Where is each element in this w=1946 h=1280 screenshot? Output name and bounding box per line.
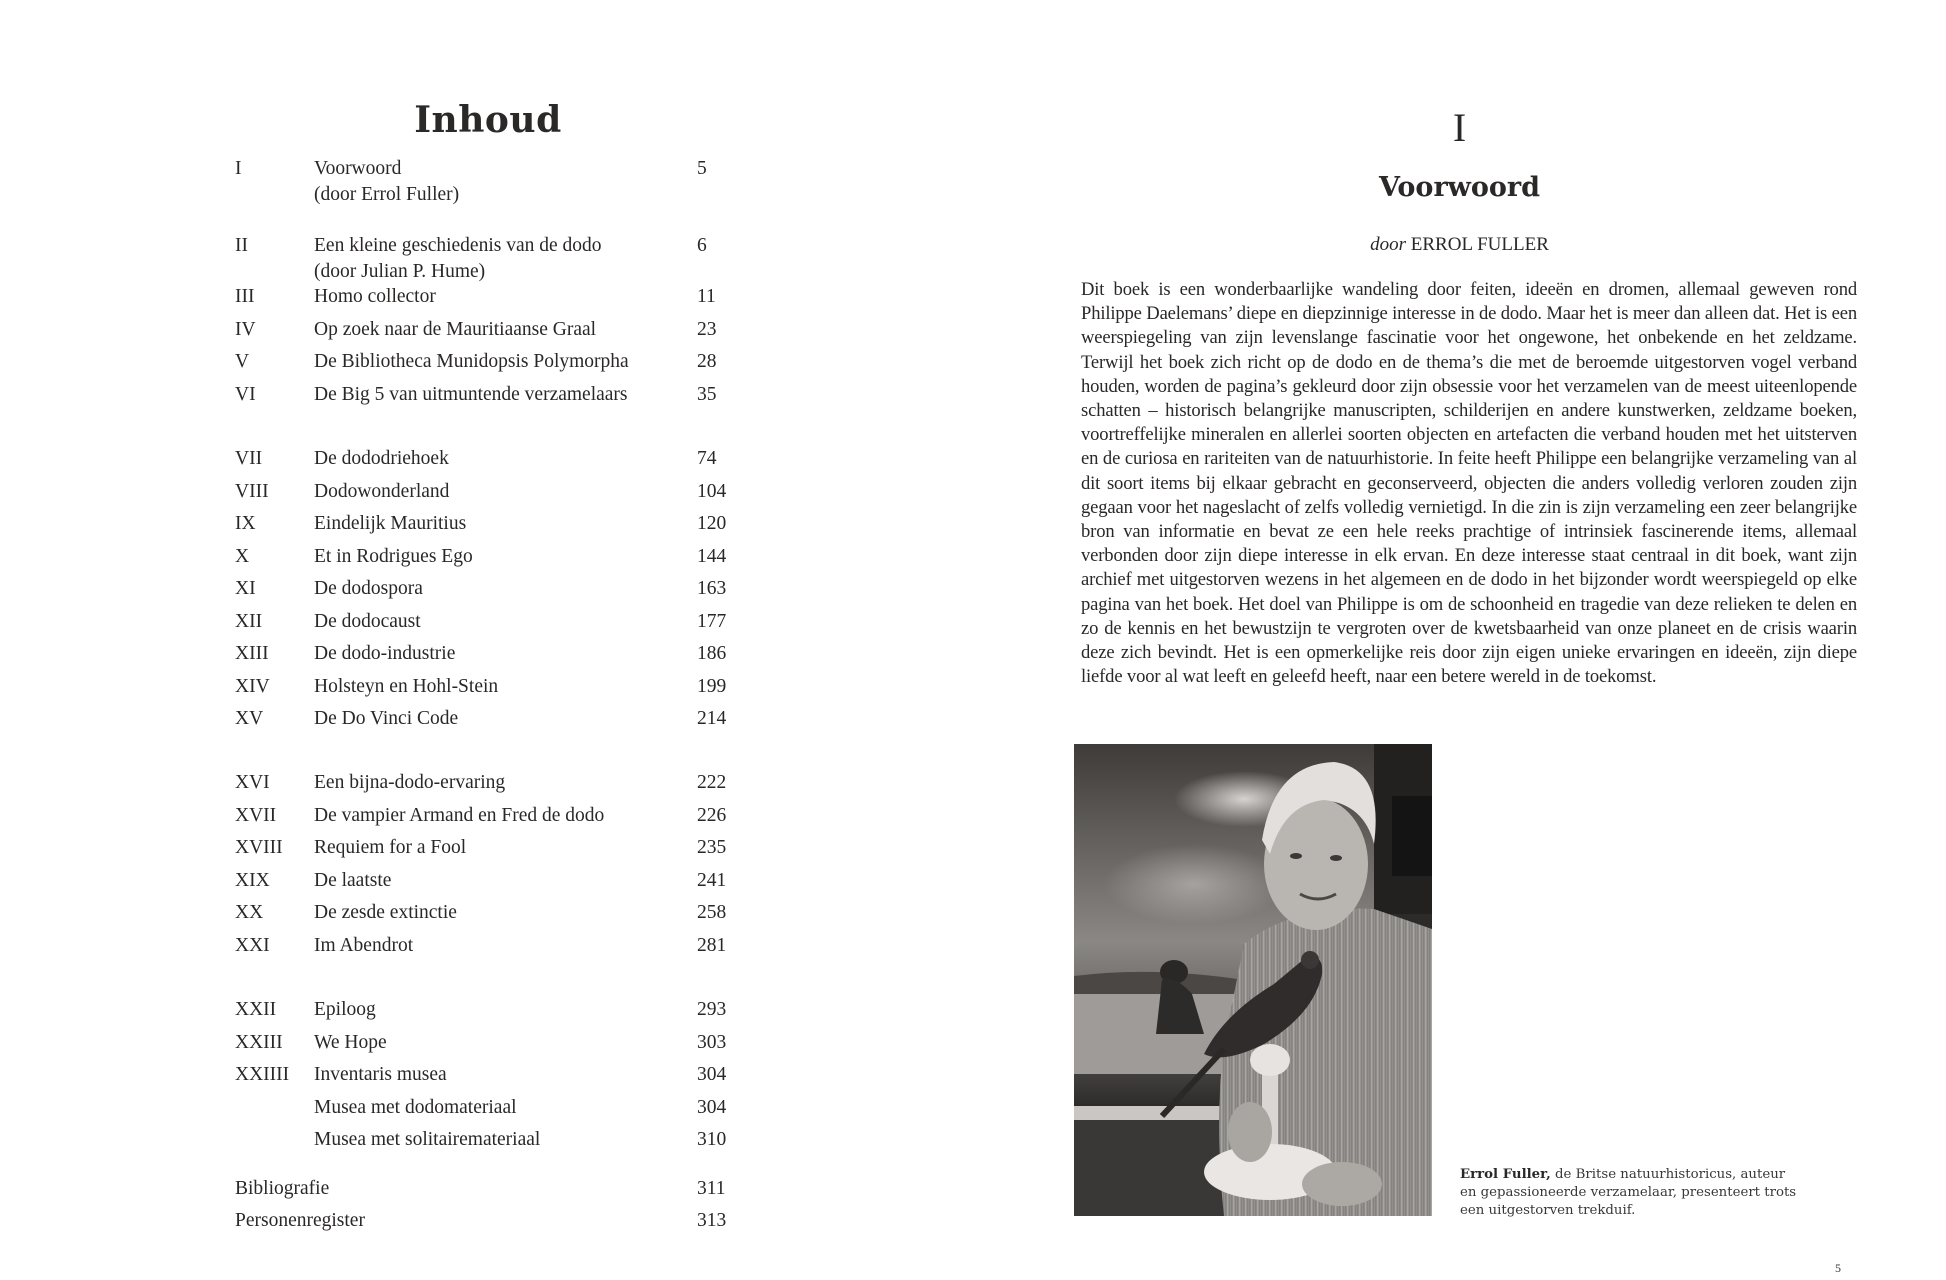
toc-entry-title: [314, 609, 674, 635]
toc-page-number: 313: [697, 1210, 727, 1231]
toc-entry-title: [235, 1208, 595, 1234]
toc-chapter-numeral: XXIIII: [235, 1064, 290, 1085]
toc-entry-label: Een kleine geschiedenis van de dodo: [314, 235, 602, 256]
toc-chapter-numeral: XXIII: [235, 1032, 283, 1053]
chapter-title: Voorwoord: [1378, 172, 1541, 203]
toc-entry-title: [314, 997, 674, 1023]
toc-chapter-numeral: II: [235, 235, 248, 256]
toc-entry-title: [314, 674, 674, 700]
toc-entry-label: De laatste: [314, 870, 392, 891]
toc-entry-author: (door Errol Fuller): [314, 184, 460, 205]
toc-page-number: 199: [697, 676, 727, 697]
toc-page-number: 303: [697, 1032, 727, 1053]
toc-chapter-numeral: XIII: [235, 643, 269, 664]
toc-entry-label: De dodo-industrie: [314, 643, 456, 664]
toc-chapter-numeral: XIV: [235, 676, 270, 697]
toc-entry-label: De zesde extinctie: [314, 902, 457, 923]
toc-page-number: 311: [697, 1178, 726, 1199]
toc-entry-label: Musea met solitairemateriaal: [314, 1129, 541, 1150]
toc-entry-label: Bibliografie: [235, 1178, 330, 1199]
toc-page-number: 222: [697, 772, 727, 793]
toc-entry-title: [314, 868, 674, 894]
right-page-chapter: [973, 0, 1946, 1280]
toc-entry[interactable]: [235, 835, 755, 861]
toc-page-number: 120: [697, 513, 727, 534]
toc-chapter-numeral: XX: [235, 902, 264, 923]
toc-entry-title: [314, 1030, 674, 1056]
toc-entry[interactable]: [235, 349, 755, 375]
toc-entry-title: [314, 835, 674, 861]
toc-chapter-numeral: VIII: [235, 481, 269, 502]
toc-entry[interactable]: [235, 1095, 755, 1121]
toc-entry-label: Dodowonderland: [314, 481, 450, 502]
toc-chapter-numeral: V: [235, 351, 250, 372]
toc-entry-title: [314, 479, 674, 505]
toc-page-number: 226: [697, 805, 727, 826]
toc-entry-title: [314, 446, 674, 472]
toc-page-number: 144: [697, 546, 727, 567]
toc-chapter-numeral: VI: [235, 384, 256, 405]
toc-entry-label: Musea met dodomateriaal: [314, 1097, 517, 1118]
toc-entry-title: [314, 1127, 674, 1153]
toc-entry[interactable]: [235, 706, 755, 732]
toc-entry[interactable]: [235, 770, 755, 796]
toc-page-number: 304: [697, 1097, 727, 1118]
toc-entry[interactable]: [235, 997, 755, 1023]
toc-entry[interactable]: [235, 609, 755, 635]
toc-entry-title: [314, 706, 674, 732]
toc-chapter-numeral: X: [235, 546, 250, 567]
toc-page-number: 241: [697, 870, 727, 891]
toc-page-number: 28: [697, 351, 717, 372]
toc-entry-label: De dododriehoek: [314, 448, 449, 469]
toc-entry-title: [314, 317, 674, 343]
toc-entry-label: Et in Rodrigues Ego: [314, 546, 473, 567]
toc-entry-title: [314, 933, 674, 959]
toc-entry[interactable]: [235, 446, 755, 472]
toc-entry-label: De Bibliotheca Munidopsis Polymorpha: [314, 351, 629, 372]
toc-entry-label: Epiloog: [314, 999, 376, 1020]
toc-entry-title: [314, 544, 674, 570]
toc-page-number: 310: [697, 1129, 727, 1150]
toc-entry-label: Eindelijk Mauritius: [314, 513, 467, 534]
toc-page-number: 11: [697, 286, 716, 307]
toc-entry[interactable]: [235, 868, 755, 894]
chapter-byline: [973, 232, 1946, 258]
toc-entry-label: De dodospora: [314, 578, 423, 599]
toc-entry-title: [314, 1062, 674, 1088]
toc-chapter-numeral: XII: [235, 611, 263, 632]
toc-entry-label: Homo collector: [314, 286, 436, 307]
toc-entry-label: Requiem for a Fool: [314, 837, 467, 858]
toc-entry[interactable]: [235, 233, 755, 282]
toc-page-number: 293: [697, 999, 727, 1020]
toc-entry-label: We Hope: [314, 1032, 387, 1053]
toc-page-number: 74: [697, 448, 717, 469]
toc-entry-title: [314, 511, 674, 537]
toc-entry[interactable]: [235, 511, 755, 537]
toc-entry[interactable]: [235, 1127, 755, 1153]
toc-entry-title: [314, 382, 674, 408]
toc-entry[interactable]: [235, 317, 755, 343]
toc-chapter-numeral: IX: [235, 513, 256, 534]
toc-entry-label: De vampier Armand en Fred de dodo: [314, 805, 605, 826]
chapter-numeral: I: [1452, 105, 1467, 150]
toc-chapter-numeral: XXI: [235, 935, 270, 956]
toc-chapter-numeral: XXII: [235, 999, 277, 1020]
toc-page-number: 23: [697, 319, 717, 340]
toc-entry[interactable]: [235, 479, 755, 505]
toc-chapter-numeral: VII: [235, 448, 263, 469]
toc-entry-label: Im Abendrot: [314, 935, 414, 956]
toc-entry[interactable]: [235, 933, 755, 959]
toc-entry-title: [314, 156, 674, 208]
toc-page-number: 6: [697, 235, 707, 256]
toc-page-number: 281: [697, 935, 727, 956]
toc-page-number: 235: [697, 837, 727, 858]
toc-entry[interactable]: [235, 382, 755, 408]
toc-entry[interactable]: [235, 156, 755, 205]
toc-chapter-numeral: XVIII: [235, 837, 283, 858]
toc-entry-title: [314, 770, 674, 796]
caption-text: de Britse natuurhistoricus, auteur en gepassioneerde verzamelaar, presenteert trots een uitgestorven trekduif.: [1460, 1167, 1797, 1218]
toc-entry[interactable]: [235, 674, 755, 700]
toc-chapter-numeral: XV: [235, 708, 264, 729]
toc-chapter-numeral: III: [235, 286, 255, 307]
caption-name: Errol Fuller,: [1460, 1167, 1551, 1182]
body-paragraph: Dit boek is een wonderbaarlijke wandeling door feiten, ideeën en dromen, allemaal geweven rond Philippe Daelemans’ diepe en diepzinnige interesse in de dodo. Maar het is meer dan alleen dat. Het is een weerspiegeling van zijn levenslange fascinatie voor het ongewone, het onbekende en het zeldzame. Terwijl het boek zich richt op de dodo en de thema’s die met de beroemde uitgestorven vogel verband houden, worden de pagina’s gekleurd door zijn obsessie voor het verzamelen van de meest uiteenlopende schatten – historisch belangrijke manuscripten, schilderijen en andere kunstwerken, zeldzame boeken, voortreffelijke mineralen en allerlei soorten objecten en artefacten die verband houden met het uitsterven en de curiosa en rariteiten van de natuurhistorie. In feite heeft Philippe een belangrijke verzameling van al dit soort items bij elkaar gebracht en geconserveerd, objecten die anders volledig verloren zouden zijn gegaan voor het nageslacht of zelfs volledig vernietigd. In die zin is zijn verzameling een zeer belangrijke bron van informatie en bevat ze een hele reeks prachtige of intrinsiek fascinerende items, allemaal verbonden door zijn diepe interesse in elk ervan. En deze interesse staat centraal in dit boek, want zijn archief met uitgestorven wezens in het algemeen en de dodo in het bijzonder wordt weerspiegeld op elke pagina van het boek. Het doel van Philippe is om de schoonheid en tragedie van deze relieken te delen en zo de kennis en het bewustzijn te vergroten over de kwetsbaarheid van onze planeet en de crisis waarin deze zich bevindt. Het is een opmerkelijke reis door zijn eigen unieke ervaringen en ideeën, zijn diepe liefde voor al wat leeft en geleefd heeft, naar een betere wereld in de toekomst.: [1081, 279, 1857, 688]
photo-illustration: [1074, 744, 1432, 1216]
toc-entry-label: Voorwoord: [314, 158, 402, 179]
toc-entry[interactable]: [235, 1176, 755, 1202]
toc-page-number: 5: [697, 158, 707, 179]
toc-entry-title: [314, 1095, 674, 1121]
toc-page-number: 177: [697, 611, 727, 632]
toc-chapter-numeral: I: [235, 158, 242, 179]
toc-page-number: 104: [697, 481, 727, 502]
toc-entry-title: [314, 576, 674, 602]
toc-chapter-numeral: XI: [235, 578, 256, 599]
toc-page-number: 258: [697, 902, 727, 923]
toc-entry[interactable]: [235, 803, 755, 829]
contents-title: Inhoud: [414, 99, 562, 141]
toc-entry-label: De Do Vinci Code: [314, 708, 459, 729]
byline-author: ERROL FULLER: [1410, 234, 1549, 255]
toc-entry[interactable]: [235, 900, 755, 926]
toc-entry-label: De dodocaust: [314, 611, 421, 632]
toc-chapter-numeral: XVII: [235, 805, 277, 826]
toc-chapter-numeral: XVI: [235, 772, 270, 793]
toc-entry-label: De Big 5 van uitmuntende verzamelaars: [314, 384, 628, 405]
toc-entry-label: Holsteyn en Hohl-Stein: [314, 676, 499, 697]
toc-chapter-numeral: IV: [235, 319, 256, 340]
toc-entry[interactable]: [235, 284, 755, 310]
toc-entry-author: (door Julian P. Hume): [314, 261, 486, 282]
toc-page-number: 35: [697, 384, 717, 405]
toc-page-number: 186: [697, 643, 727, 664]
toc-entry[interactable]: [235, 1062, 755, 1088]
toc-entry-title: [314, 349, 674, 375]
toc-entry-label: Op zoek naar de Mauritiaanse Graal: [314, 319, 597, 340]
toc-entry-label: Personenregister: [235, 1210, 365, 1231]
toc-entry-title: [314, 900, 674, 926]
toc-entry[interactable]: [235, 1208, 755, 1234]
toc-entry-title: [235, 1176, 595, 1202]
toc-entry[interactable]: [235, 544, 755, 570]
photo-caption: [1460, 1166, 1800, 1220]
toc-entry-title: [314, 803, 674, 829]
toc-entry[interactable]: [235, 576, 755, 602]
toc-entry-title: [314, 641, 674, 667]
toc-entry-title: [314, 233, 674, 285]
toc-entry-label: Inventaris musea: [314, 1064, 447, 1085]
toc-entry[interactable]: [235, 641, 755, 667]
toc-chapter-numeral: XIX: [235, 870, 270, 891]
toc-page-number: 304: [697, 1064, 727, 1085]
toc-entry[interactable]: [235, 1030, 755, 1056]
toc-entry-title: [314, 284, 674, 310]
byline-prefix: door: [1370, 234, 1407, 255]
toc-entry-label: Een bijna-dodo-ervaring: [314, 772, 506, 793]
toc-page-number: 163: [697, 578, 727, 599]
toc-page-number: 214: [697, 708, 727, 729]
author-photo: [1074, 744, 1432, 1216]
page-number: 5: [1835, 1261, 1841, 1275]
